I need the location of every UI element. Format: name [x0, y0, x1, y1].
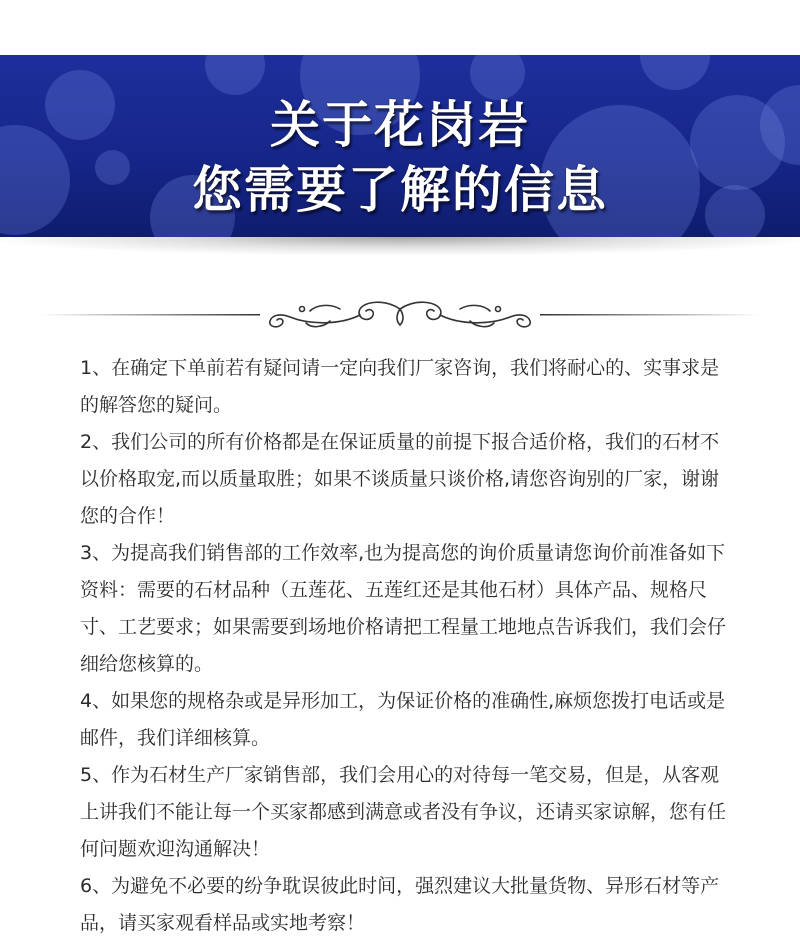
header-banner [0, 55, 800, 237]
info-item-4: 4、如果您的规格杂或是异形加工，为保证价格的准确性,麻烦您拨打电话或是邮件，我们详细核算。 [80, 690, 726, 749]
banner-title-line2: 您需要了解的信息 [192, 161, 608, 219]
info-item-3: 3、为提高我们销售部的工作效率,也为提高您的询价质量请您询价前准备如下资料：需要的石材品种（五莲花、五莲红还是其他石材）具体产品、规格尺寸、工艺要求；如果需要到场地价格请把工程量工地地点告诉我们，我们会仔细给您核算的。 [80, 542, 727, 675]
info-item-6: 6、为避免不必要的纷争耽误彼此时间，强烈建议大批量货物、异形石材等产品，请买家观看样品或实地考察！ [80, 875, 720, 934]
banner-shadow [0, 237, 800, 255]
info-item-2: 2、我们公司的所有价格都是在保证质量的前提下报合适价格，我们的石材不以价格取宠,而以质量取胜；如果不谈质量只谈价格,请您咨询别的厂家，谢谢您的合作！ [80, 431, 720, 527]
info-list [80, 350, 730, 942]
banner-title-line1: 关于花岗岩 [270, 96, 530, 154]
info-item-5: 5、作为石材生产厂家销售部，我们会用心的对待每一笔交易，但是，从客观上讲我们不能让每一个买家都感到满意或者没有争议，还请买家谅解，您有任何问题欢迎沟通解决！ [80, 764, 727, 860]
info-item-1: 1、在确定下单前若有疑问请一定向我们厂家咨询，我们将耐心的、实事求是的解答您的疑问。 [80, 357, 720, 416]
ornamental-divider-icon [40, 295, 760, 335]
